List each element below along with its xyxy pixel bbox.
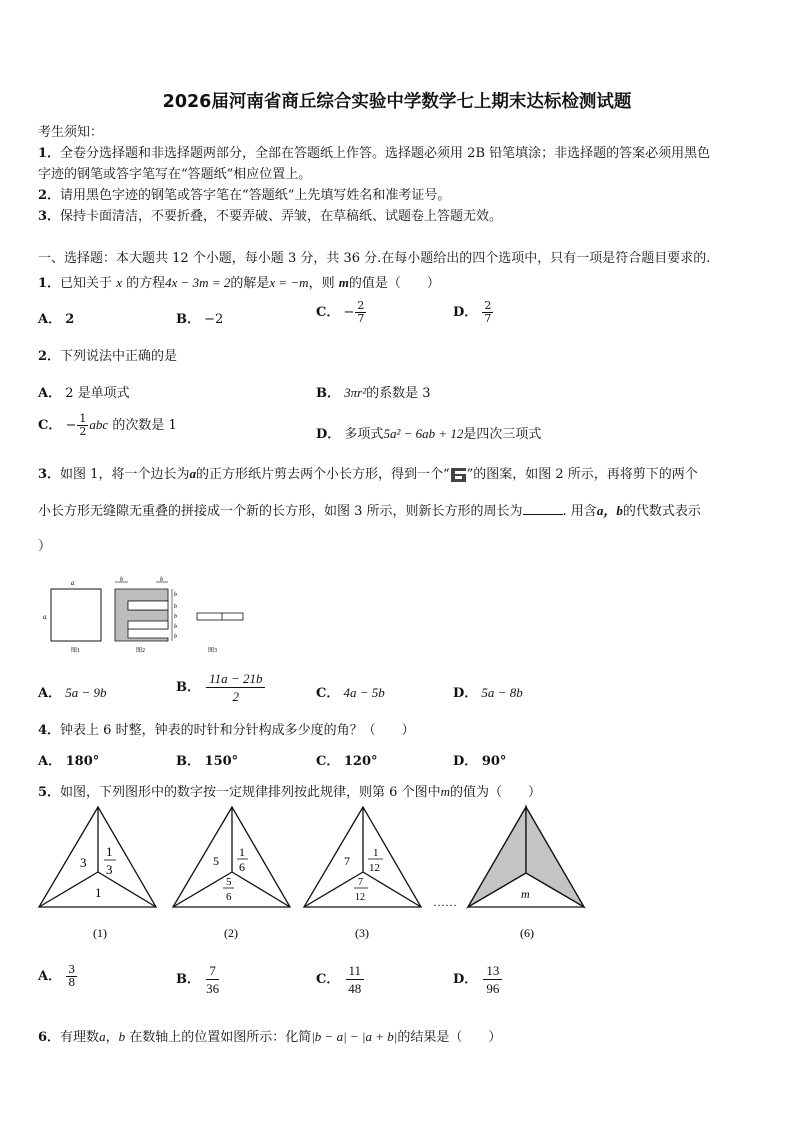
tri-right-den: 12 (369, 862, 380, 874)
s-shape-icon (451, 468, 466, 482)
option-label: C． (38, 418, 62, 433)
q2-option-b[interactable] (316, 382, 431, 401)
question-number: 6． (38, 1030, 61, 1045)
equation: 4x − 3m = 2 (165, 275, 231, 290)
fraction-denominator: 7 (357, 312, 365, 325)
notice-item-1 (38, 142, 710, 161)
q1-option-d[interactable] (453, 300, 494, 325)
q1-option-c[interactable] (316, 300, 367, 325)
variable: m (440, 784, 450, 799)
option-sign: − (343, 305, 355, 320)
fraction-numerator: 11 (346, 962, 365, 980)
option-label: A． (38, 312, 62, 327)
variable: a (99, 1029, 106, 1044)
variable: a，b (596, 503, 623, 518)
figure-caption: (3) (355, 926, 369, 940)
option-label: B． (176, 972, 200, 987)
stem-text: 如图，下列图形中的数字按一定规律排列按此规律，则第 6 个图中 (60, 785, 441, 800)
option-label: A． (38, 386, 62, 401)
option-fraction (346, 962, 365, 997)
triangle-divider (173, 872, 232, 907)
fraction-denominator: 48 (348, 981, 362, 996)
q5-option-a[interactable] (38, 964, 78, 989)
question-4-stem (38, 719, 415, 738)
q5-option-d[interactable] (453, 962, 504, 997)
q4-option-a[interactable] (38, 750, 99, 769)
notice-item-text: 请用黑色字迹的钢笔或答字笔在“答题纸”上先填写姓名和准考证号。 (60, 188, 451, 203)
tri-bottom-value: m (521, 887, 530, 901)
stem-text: ， (105, 1030, 119, 1045)
stem-text: 的结果是（ ） (397, 1030, 502, 1045)
option-fraction (483, 962, 502, 997)
tri-right-num: 1 (106, 844, 113, 859)
notice-item-number: 3． (38, 209, 61, 224)
option-text: 多项式 (344, 427, 384, 442)
stem-text: ，则 (308, 276, 335, 291)
fig1-square (51, 589, 101, 641)
q3-option-c[interactable] (316, 682, 385, 701)
q3-option-a[interactable] (38, 682, 107, 701)
question-number: 3． (38, 467, 61, 482)
section-heading: 一、选择题：本大题共 12 个小题，每小题 3 分，共 36 分.在每小题给出的四个选项中，只有一项是符合题目要求的. (38, 251, 711, 266)
option-expr: 3πr² (344, 385, 367, 400)
tri-bottom-num: 7 (358, 877, 363, 888)
q4-option-b[interactable] (176, 750, 238, 769)
option-text: 150° (204, 754, 239, 769)
stem-text: 的正方形纸片剪去两个小长方形，得到一个“ (195, 467, 450, 482)
notice-item-number: 1． (38, 146, 61, 161)
fig3-caption: 图3 (208, 648, 218, 654)
figure-caption: (1) (93, 926, 107, 940)
fig2-cut-2 (128, 621, 168, 629)
option-text: 120° (343, 754, 378, 769)
option-text: 90° (481, 754, 507, 769)
q3-figures (40, 574, 250, 656)
question-number: 2． (38, 349, 61, 364)
tri-bottom-num: 5 (226, 876, 232, 888)
triangle-divider (98, 872, 156, 907)
stem-text: 有理数 (60, 1030, 100, 1045)
fig3-rect (197, 613, 243, 620)
stem-text: ”的图案，如图 2 所示，再将剪下的两个 (466, 467, 698, 482)
option-label: D． (453, 686, 478, 701)
option-text: 2 (65, 312, 75, 327)
q2-option-a[interactable] (38, 382, 130, 401)
fig2-cut-1 (128, 601, 168, 610)
triangle-figure-2 (173, 807, 290, 940)
option-fraction (77, 413, 88, 438)
tri-right-den: 3 (106, 862, 113, 877)
triangle-divider (232, 872, 290, 907)
fraction-numerator: 2 (357, 299, 365, 312)
q5-option-b[interactable] (176, 962, 221, 997)
stem-text: 的解是 (230, 276, 270, 291)
notice-item-text: 全卷分选择题和非选择题两部分，全部在答题纸上作答。选择题必须用 2B 铅笔填涂；非选择题的答案必须用黑色 (60, 146, 711, 161)
notice-item-3 (38, 205, 502, 224)
option-label: B． (316, 386, 340, 401)
triangle-figure-1 (39, 807, 156, 940)
fraction-numerator: 13 (483, 962, 502, 980)
q2-option-c[interactable] (38, 413, 177, 438)
q2-option-d[interactable] (316, 423, 541, 442)
stem-text: 小长方形无缝隙无重叠的拼接成一个新的长方形，如图 3 所示，则新长方形的周长为 (38, 504, 523, 519)
question-5-stem (38, 781, 541, 800)
option-label: A． (38, 754, 62, 769)
fig2-b-label: b (174, 614, 177, 620)
variable: x (116, 275, 122, 290)
fig2-b-label: b (174, 592, 177, 598)
notice-item-text: 保持卡面清洁，不要折叠，不要弄破、弄皱，在草稿纸、试题卷上答题无效。 (60, 209, 503, 224)
option-label: C． (316, 305, 340, 320)
option-expr: 5a² − 6ab + 12 (383, 426, 464, 441)
option-sign: − (65, 418, 77, 433)
option-fraction (206, 670, 265, 705)
stem-text: 已知关于 (60, 276, 113, 291)
option-text: 2 是单项式 (65, 386, 130, 401)
variable: a (189, 466, 196, 481)
q4-option-c[interactable] (316, 750, 378, 769)
fraction-numerator: 2 (484, 299, 492, 312)
expression: |b − a| − |a + b| (311, 1029, 398, 1044)
fig2-caption: 图2 (136, 648, 146, 654)
stem-text: 的值为（ ） (449, 785, 541, 800)
tri-left-value: 7 (344, 854, 350, 868)
fig2-b-label: b (174, 604, 177, 610)
q1-option-a[interactable] (38, 308, 74, 327)
option-label: C． (316, 754, 340, 769)
question-number: 1． (38, 276, 61, 291)
page-title: 2026届河南省商丘综合实验中学数学七上期末达标检测试题 (162, 92, 632, 112)
stem-text: 下列说法中正确的是 (60, 349, 178, 364)
stem-text: 钟表上 6 时整，钟表的时针和分针构成多少度的角？（ ） (60, 723, 415, 738)
figure-caption: (6) (520, 926, 534, 940)
variable: b (118, 1029, 126, 1044)
fraction-denominator: 8 (68, 976, 76, 989)
solution-expr: x = −m (269, 275, 309, 290)
triangle-figure-3 (304, 807, 421, 940)
question-1-stem (38, 272, 440, 291)
tri-bottom-value: 1 (95, 885, 102, 900)
stem-text: 如图 1，将一个边长为 (60, 467, 190, 482)
q3-option-d[interactable] (453, 682, 523, 701)
triangle-figure-6 (468, 807, 584, 940)
fraction-denominator: 2 (79, 425, 87, 438)
option-fraction (66, 964, 77, 989)
option-expr: abc (89, 417, 109, 432)
stem-text: 的值是（ ） (348, 276, 440, 291)
ellipsis: …… (433, 895, 457, 909)
fraction-denominator: 7 (484, 312, 492, 325)
option-text: 是四次三项式 (463, 427, 542, 442)
fig1-a-left-label: a (43, 613, 47, 621)
q1-option-b[interactable] (176, 308, 223, 327)
option-fraction (355, 300, 366, 325)
q3-option-b[interactable] (176, 670, 267, 705)
tri-right-num: 1 (373, 847, 379, 859)
question-3-line1 (38, 463, 698, 482)
option-text: 的系数是 3 (366, 386, 431, 401)
fig2-shape (115, 589, 168, 641)
tri-bottom-den: 12 (355, 892, 365, 903)
fig2-b-label: b (174, 624, 177, 630)
fraction-numerator: 7 (206, 962, 219, 980)
tri-left-value: 5 (213, 854, 219, 868)
fig2-b-label: b (120, 577, 123, 583)
fraction-numerator: 3 (68, 963, 76, 976)
option-label: D． (316, 427, 341, 442)
tri-bottom-den: 6 (226, 891, 232, 903)
option-text: 4a − 5b (343, 685, 385, 700)
question-2-stem (38, 345, 177, 364)
option-label: A． (38, 686, 62, 701)
tri-right-den: 6 (239, 860, 245, 874)
option-label: D． (453, 972, 478, 987)
question-number: 4． (38, 723, 61, 738)
q4-option-d[interactable] (453, 750, 506, 769)
option-label: C． (316, 972, 340, 987)
stem-text: 的代数式表示 (622, 504, 701, 519)
option-label: B． (176, 754, 200, 769)
option-text: −2 (204, 312, 224, 327)
variable: m (338, 275, 349, 290)
q5-option-c[interactable] (316, 962, 366, 997)
question-3-line2 (38, 500, 701, 519)
option-label: C． (316, 686, 340, 701)
fraction-numerator: 1 (79, 412, 87, 425)
tri-left-value: 3 (80, 855, 87, 870)
notice-item-2 (38, 184, 450, 203)
option-text: 5a − 8b (481, 685, 523, 700)
option-label: B． (176, 680, 200, 695)
option-fraction (482, 300, 493, 325)
option-text: 的次数是 1 (112, 418, 177, 433)
fig2-b-label: b (174, 634, 177, 640)
fig1-caption: 图1 (71, 648, 81, 654)
fraction-denominator: 36 (206, 981, 220, 996)
q5-figures (36, 800, 596, 945)
notice-heading: 考生须知： (38, 125, 104, 140)
question-6-stem (38, 1026, 501, 1045)
stem-text: 在数轴上的位置如图所示：化简 (129, 1030, 312, 1045)
triangle-divider (39, 872, 98, 907)
fraction-numerator: 11a − 21b (206, 670, 265, 688)
stem-text: 的方程 (126, 276, 166, 291)
fraction-denominator: 2 (232, 689, 240, 704)
notice-item-number: 2． (38, 188, 61, 203)
fig2-b-label: b (160, 577, 163, 583)
option-text: 180° (65, 754, 100, 769)
answer-blank[interactable] (523, 502, 563, 515)
fig1-a-top-label: a (71, 579, 75, 587)
figure-caption: (2) (224, 926, 238, 940)
question-number: 5． (38, 785, 61, 800)
option-label: D． (453, 305, 478, 320)
fraction-denominator: 96 (486, 981, 500, 996)
stem-text: . 用含 (562, 504, 597, 519)
tri-right-num: 1 (239, 845, 245, 859)
option-label: B． (176, 312, 200, 327)
option-text: 5a − 9b (65, 685, 107, 700)
option-fraction (206, 962, 219, 997)
question-3-line3: ） (38, 539, 52, 554)
triangle-divider (363, 872, 421, 907)
option-label: D． (453, 754, 478, 769)
option-label: A． (38, 969, 62, 984)
notice-item-1-line2: 字迹的钢笔或答字笔写在“答题纸”相应位置上。 (38, 167, 312, 182)
